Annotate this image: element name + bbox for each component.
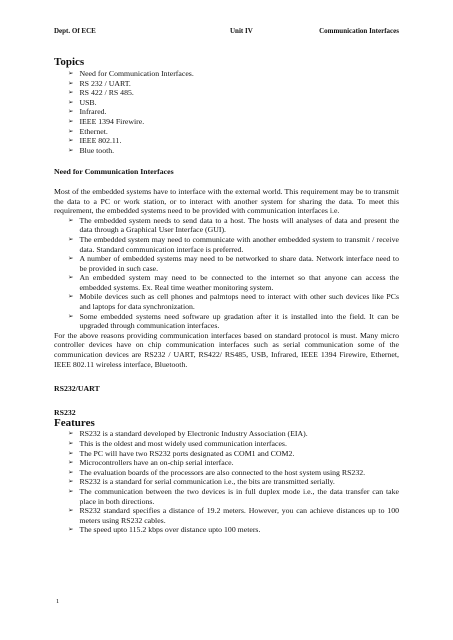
- need-bullet-item: [68, 216, 399, 235]
- arrow-bullet-icon: ➢: [68, 477, 74, 486]
- rs232-feature-item: [68, 429, 399, 439]
- topic-item-text: USB.: [79, 97, 97, 107]
- need-bullet-item-text: The embedded system needs to send data to a host. The hosts will analyses of data and present the data through a Graphical User Interface (GUI).: [79, 215, 399, 235]
- need-bullet-item: [68, 292, 399, 311]
- arrow-bullet-icon: ➢: [68, 145, 74, 154]
- need-bullet-item: [68, 235, 399, 254]
- arrow-bullet-icon: ➢: [68, 116, 74, 125]
- arrow-bullet-icon: ➢: [68, 126, 74, 135]
- rs232-feature-item: [68, 477, 399, 487]
- page-header: [54, 27, 399, 35]
- need-bullet-item-text: Mobile devices such as cell phones and palmtops need to interact with other such devices like PCs and laptops for data synchronization.: [79, 292, 399, 312]
- topic-item: [68, 69, 399, 79]
- arrow-bullet-icon: ➢: [68, 448, 74, 457]
- rs232-feature-item: [68, 458, 399, 468]
- topic-item: [68, 107, 399, 117]
- arrow-bullet-icon: ➢: [68, 254, 74, 263]
- arrow-bullet-icon: ➢: [68, 506, 74, 515]
- topic-item-text: IEEE 802.11.: [79, 136, 122, 146]
- rs232-feature-item-text: This is the oldest and most widely used communication interfaces.: [79, 439, 287, 448]
- arrow-bullet-icon: ➢: [68, 136, 74, 145]
- rs232-feature-item-text: RS232 is a standard developed by Electronic Industry Association (EIA).: [79, 429, 308, 439]
- page-number: 1: [56, 598, 60, 605]
- topic-item-text: Infrared.: [79, 107, 107, 117]
- rs232-feature-item-text: The communication between the two devices is in full duplex mode i.e., the data transfer can take place in both directions.: [79, 486, 399, 506]
- arrow-bullet-icon: ➢: [68, 97, 74, 106]
- arrow-bullet-icon: ➢: [68, 234, 74, 243]
- topic-item-text: Ethernet.: [79, 126, 108, 136]
- arrow-bullet-icon: ➢: [68, 69, 74, 77]
- arrow-bullet-icon: ➢: [68, 78, 74, 87]
- need-closing-paragraph: For the above reasons providing communication interfaces based on standard protocol is must. Many micro controller devices have on chip communication interfaces such as serial communication some of the communication devices are RS232 / UART, RS422/ RS485, USB, Infrared, IEEE 1394 Firewire, Ethernet, IEEE 802.11 wireless interface, Bluetooth.: [54, 330, 399, 369]
- need-bullet-list: [54, 216, 399, 331]
- features-heading: Features: [54, 417, 95, 430]
- header-unit: Unit IV: [230, 27, 253, 35]
- need-intro-paragraph: Most of the embedded systems have to interface with the external world. This requirement may be to transmit the data to a PC or work station, or to interact with another system for sharing the data. To meet this requirement, the embedded systems need to be provided with communication interfaces i.e.: [54, 186, 399, 216]
- topic-item: [68, 117, 399, 127]
- topic-item-text: IEEE 1394 Firewire.: [79, 116, 145, 126]
- rs232-feature-item: [68, 525, 399, 535]
- rs232-feature-item-text: The PC will have two RS232 ports designated as COM1 and COM2.: [79, 448, 295, 458]
- topic-item-text: Need for Communication Interfaces.: [79, 69, 194, 78]
- need-bullet-item-text: Some embedded systems need software up gradation after it is installed into the field. It can be upgraded through communication interfaces.: [79, 311, 399, 331]
- arrow-bullet-icon: ➢: [68, 273, 74, 282]
- page-content: [54, 56, 399, 535]
- rs232-heading: RS232: [54, 407, 76, 417]
- arrow-bullet-icon: ➢: [68, 311, 74, 320]
- rs232-feature-item: [68, 487, 399, 506]
- topic-item: [68, 88, 399, 98]
- arrow-bullet-icon: ➢: [68, 292, 74, 301]
- rs232-feature-item-text: Microcontrollers have an on-chip serial interface.: [79, 458, 234, 468]
- arrow-bullet-icon: ➢: [68, 467, 74, 476]
- need-bullet-item: [68, 254, 399, 273]
- header-subject: Communication Interfaces: [319, 27, 399, 35]
- topic-item: [68, 146, 399, 156]
- need-bullet-item-text: An embedded system may need to be connected to the internet so that anyone can access the embedded systems. Ex. Real time weather monitoring system.: [79, 273, 399, 292]
- topic-item: [68, 79, 399, 89]
- topic-item-text: RS 422 / RS 485.: [79, 88, 134, 98]
- arrow-bullet-icon: ➢: [68, 88, 74, 97]
- topic-item: [68, 127, 399, 137]
- rs232-feature-item: [68, 439, 399, 449]
- rs232-feature-item-text: RS232 is a standard for serial communication i.e., the bits are transmitted serially.: [79, 477, 335, 487]
- topic-item: [68, 136, 399, 146]
- need-bullet-item: [68, 273, 399, 292]
- rs232-feature-list: [54, 429, 399, 535]
- rs232-feature-item-text: The speed upto 115.2 kbps over distance upto 100 meters.: [79, 525, 261, 535]
- topic-item-text: Blue tooth.: [79, 145, 115, 155]
- rs232-uart-heading: RS232/UART: [54, 384, 100, 394]
- need-bullet-item-text: The embedded system may need to communicate with another embedded system to transmit / receive data. Standard communication interface is preferred.: [79, 234, 399, 254]
- topic-item-text: RS 232 / UART.: [79, 78, 131, 88]
- topic-item: [68, 98, 399, 108]
- rs232-feature-item: [68, 468, 399, 478]
- need-bullet-item: [68, 312, 399, 331]
- arrow-bullet-icon: ➢: [68, 429, 74, 438]
- topics-heading: Topics: [54, 56, 85, 68]
- rs232-feature-item-text: The evaluation boards of the processors are also connected to the host system using RS232.: [79, 467, 366, 477]
- topics-list: [54, 69, 399, 155]
- arrow-bullet-icon: ➢: [68, 215, 74, 224]
- arrow-bullet-icon: ➢: [68, 439, 74, 447]
- rs232-feature-item-text: RS232 standard specifies a distance of 19.2 meters. However, you can achieve distances up to 100 meters using RS232 cables.: [79, 506, 399, 525]
- arrow-bullet-icon: ➢: [68, 525, 74, 534]
- arrow-bullet-icon: ➢: [68, 107, 74, 116]
- arrow-bullet-icon: ➢: [68, 486, 74, 495]
- arrow-bullet-icon: ➢: [68, 458, 74, 467]
- need-bullet-item-text: A number of embedded systems may need to be networked to share data. Network interface need to be provided in such case.: [79, 254, 399, 273]
- rs232-feature-item: [68, 506, 399, 525]
- rs232-feature-item: [68, 449, 399, 459]
- need-heading: Need for Communication Interfaces: [54, 167, 174, 177]
- header-dept: Dept. Of ECE: [54, 27, 96, 35]
